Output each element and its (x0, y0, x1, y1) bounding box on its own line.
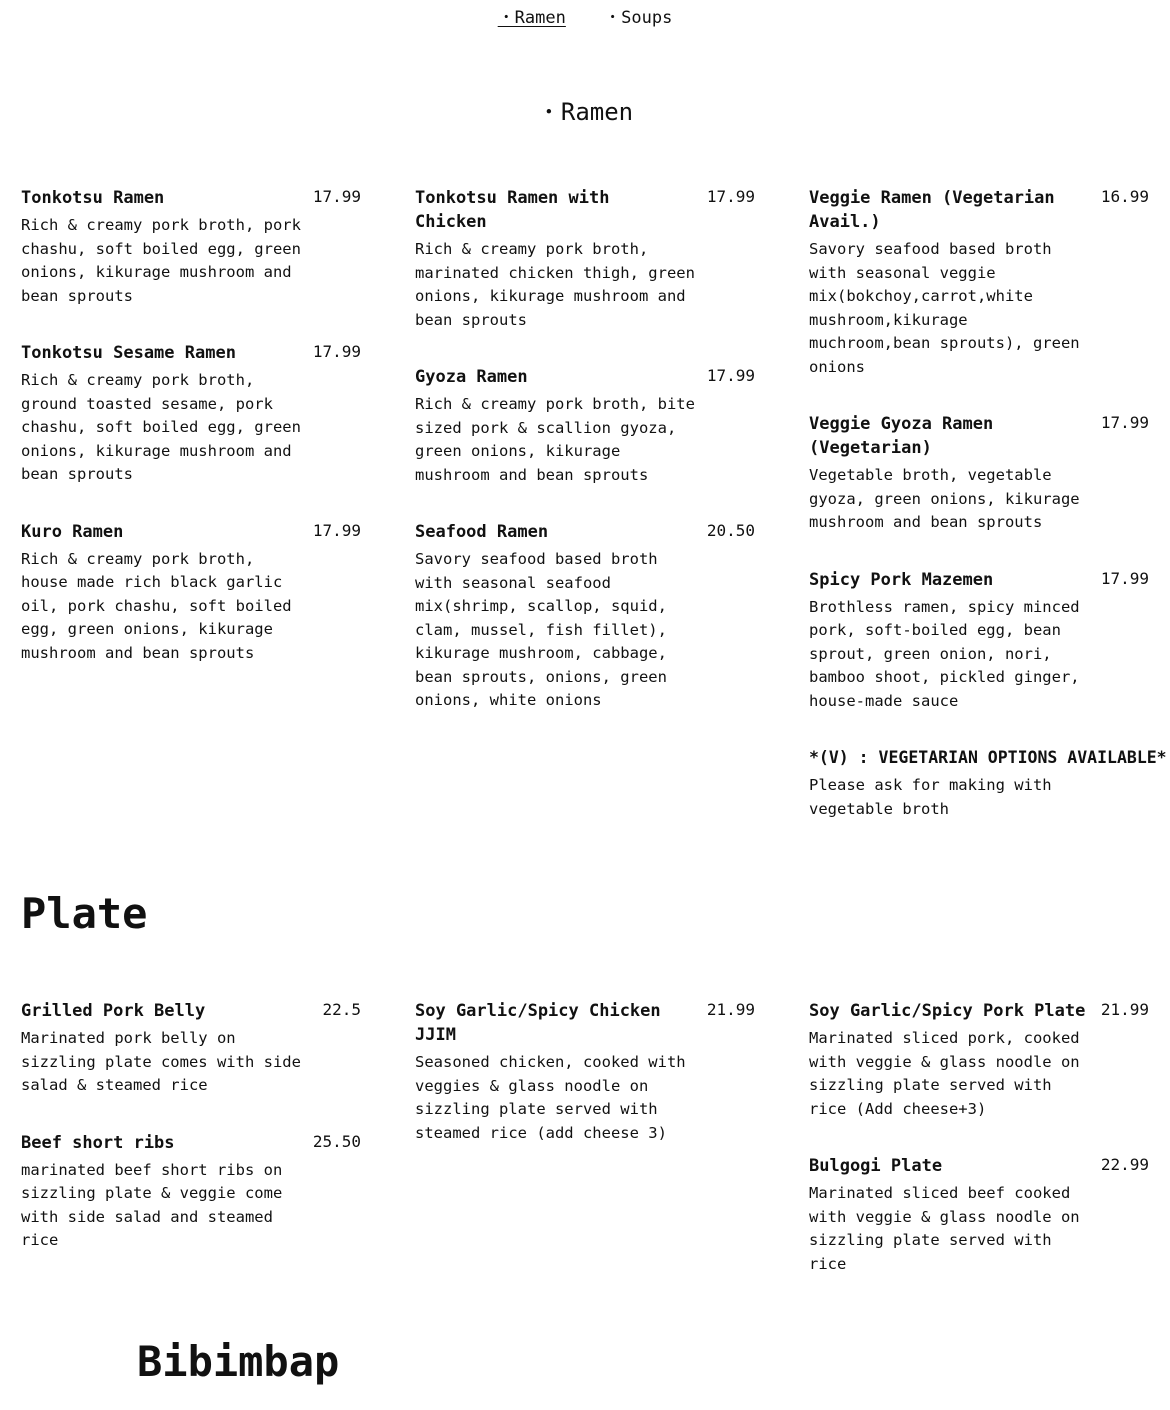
menu-item-description: marinated beef short ribs on sizzling plate & veggie come with side salad and steamed rice (21, 1160, 283, 1249)
menu-item (21, 1131, 361, 1253)
menu-item (809, 568, 1149, 714)
menu-item-price: 17.99 (1100, 568, 1149, 588)
menu-item-description: Rich & creamy pork broth, pork chashu, soft boiled egg, green onions, kikurage mushroom and bean sprouts (21, 216, 301, 305)
menu-item-name: Soy Garlic/Spicy Chicken JJIM (415, 1001, 661, 1045)
ramen-column-2 (415, 186, 755, 746)
menu-item-description: Seasoned chicken, cooked with veggies & glass noodle on sizzling plate served with steamed rice (add cheese 3) (415, 1053, 686, 1142)
menu-item-description: Savory seafood based broth with seasonal veggie mix(bokchoy,carrot,white mushroom,kikurage muchroom,bean sprouts), green onions (809, 240, 1080, 376)
menu-item-price: 17.99 (312, 520, 361, 540)
menu-item (21, 999, 361, 1098)
menu-item-description: Rich & creamy pork broth, marinated chicken thigh, green onions, kikurage mushroom and bean sprouts (415, 240, 695, 329)
menu-item-name: Spicy Pork Mazemen (809, 569, 994, 590)
vegetarian-note-title: *(V) : VEGETARIAN OPTIONS AVAILABLE* (809, 748, 1167, 767)
vegetarian-note (809, 746, 1167, 821)
menu-item (21, 520, 361, 666)
plate-column-2 (415, 999, 755, 1178)
section-nav (0, 6, 1170, 30)
menu-item-description: Savory seafood based broth with seasonal seafood mix(shrimp, scallop, squid, clam, mussel, fish fillet), kikurage mushroom, cabbage, bean sprouts, onions, green onions, white onions (415, 550, 667, 709)
menu-item (415, 186, 755, 332)
menu-item-name: Seafood Ramen (415, 522, 549, 542)
menu-item-name: Veggie Gyoza Ramen (Vegetarian) (809, 414, 994, 458)
menu-item-name: Soy Garlic/Spicy Pork Plate (809, 1001, 1086, 1021)
plate-column-1 (21, 999, 361, 1286)
menu-item (415, 365, 755, 487)
menu-item-description: Marinated sliced pork, cooked with veggie & glass noodle on sizzling plate served with rice (Add cheese+3) (809, 1029, 1080, 1118)
menu-item-description: Marinated sliced beef cooked with veggie & glass noodle on sizzling plate served with rice (809, 1184, 1080, 1273)
menu-item-price: 21.99 (1100, 1000, 1149, 1019)
plate-column-3 (809, 999, 1149, 1309)
menu-item-name: Veggie Ramen (Vegetarian Avail.) (809, 188, 1055, 232)
menu-item-price: 17.99 (312, 342, 361, 361)
menu-item (809, 1154, 1149, 1276)
menu-item-description: Brothless ramen, spicy minced pork, soft-boiled egg, bean sprout, green onion, nori, bamboo shoot, pickled ginger, house-made sauce (809, 597, 1080, 710)
menu-item-price: 21.99 (706, 1000, 755, 1019)
vegetarian-note-description: Please ask for making with vegetable broth (809, 776, 1052, 818)
menu-item (809, 999, 1149, 1121)
menu-item-price: 17.99 (1100, 413, 1149, 432)
menu-item-description: Vegetable broth, vegetable gyoza, green onions, kikurage mushroom and bean sprouts (809, 466, 1080, 531)
menu-item-name: Tonkotsu Ramen (21, 188, 165, 208)
menu-item (21, 186, 361, 308)
menu-item (809, 186, 1149, 379)
menu-item-price: 22.99 (1100, 1155, 1149, 1174)
menu-item (415, 520, 755, 713)
menu-item-description: Marinated pork belly on sizzling plate comes with side salad & steamed rice (21, 1029, 301, 1094)
menu-item (809, 412, 1149, 535)
menu-item (21, 341, 361, 487)
ramen-section-heading: ・Ramen (536, 98, 634, 126)
menu-item-price: 16.99 (1100, 187, 1149, 206)
menu-item-description: Rich & creamy pork broth, bite sized pork & scallion gyoza, green onions, kikurage mushroom and bean sprouts (415, 395, 695, 484)
menu-item-price: 17.99 (706, 366, 755, 385)
nav-link-soups[interactable]: ・Soups (604, 8, 673, 28)
ramen-column-3 (809, 186, 1167, 854)
menu-item-name: Tonkotsu Ramen with Chicken (415, 188, 610, 232)
menu-item (415, 999, 755, 1145)
nav-link-ramen[interactable]: ・Ramen (497, 8, 566, 28)
menu-item-name: Kuro Ramen (21, 521, 124, 542)
menu-item-description: Rich & creamy pork broth, house made rich black garlic oil, pork chashu, soft boiled egg, green onions, kikurage mushroom and bean sprouts (21, 549, 292, 662)
menu-item-price: 17.99 (706, 187, 755, 206)
menu-item-name: Grilled Pork Belly (21, 1001, 206, 1021)
menu-item-name: Gyoza Ramen (415, 367, 528, 387)
menu-item-price: 17.99 (312, 187, 361, 206)
menu-item-name: Tonkotsu Sesame Ramen (21, 343, 236, 363)
menu-item-description: Rich & creamy pork broth, ground toasted sesame, pork chashu, soft boiled egg, green onions, kikurage mushroom and bean sprouts (21, 371, 301, 483)
menu-item-price: 22.5 (322, 1000, 361, 1019)
menu-item-price: 20.50 (706, 521, 755, 540)
ramen-column-1 (21, 186, 361, 698)
bibimbap-section-heading: Bibimbap (137, 1337, 340, 1386)
menu-item-name: Bulgogi Plate (809, 1156, 943, 1176)
menu-item-price: 25.50 (312, 1131, 361, 1151)
plate-section-heading: Plate (21, 889, 148, 938)
menu-item-name: Beef short ribs (21, 1132, 175, 1153)
